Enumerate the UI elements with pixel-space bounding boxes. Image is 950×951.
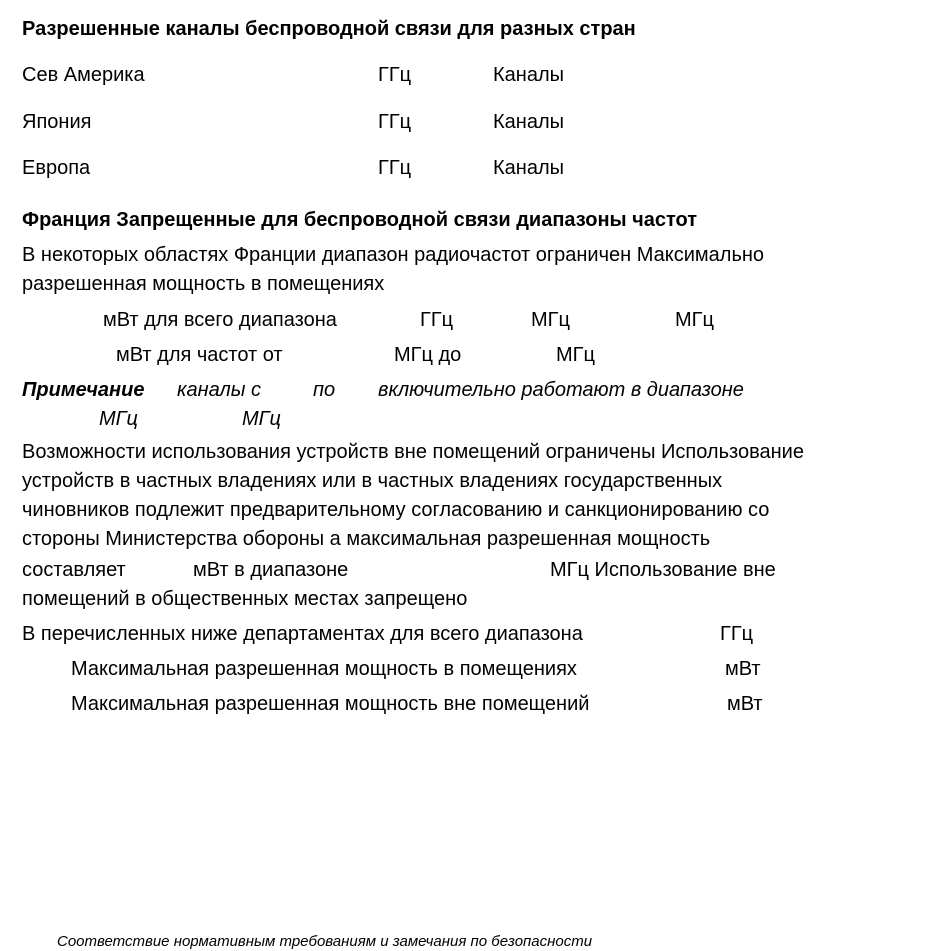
- outdoor-paragraph: [22, 438, 804, 554]
- power-row1-text: мВт для всего диапазона: [103, 309, 337, 331]
- outdoor-l5-b: мВт в диапазоне: [193, 559, 349, 581]
- paragraph-line: чиновников подлежит предварительному согласованию и санкционированию со: [22, 499, 770, 521]
- power-row1-ghz: ГГц: [420, 309, 454, 331]
- note-unit: МГц: [242, 408, 281, 430]
- note-unit: МГц: [99, 408, 138, 430]
- note-text: каналы с: [177, 379, 262, 401]
- outdoor-l6: помещений в общественных местах запрещено: [22, 588, 468, 610]
- power-row2-mhz-from: МГц до: [394, 344, 462, 366]
- outdoor-l5-a: составляет: [22, 559, 126, 581]
- france-heading: Франция Запрещенные для беспроводной связи диапазоны частот: [22, 209, 698, 231]
- region-name: Сев Америка: [22, 64, 145, 86]
- note-text: включительно работают в диапазоне: [378, 379, 744, 401]
- france-intro: [22, 241, 764, 299]
- power-row1-mhz-to: МГц: [675, 309, 714, 331]
- paragraph-line: Возможности использования устройств вне помещений ограничены Использование: [22, 441, 804, 463]
- region-name: Европа: [22, 157, 91, 179]
- region-channels: Каналы: [493, 157, 564, 179]
- departments-unit: ГГц: [720, 623, 754, 645]
- region-channels: Каналы: [493, 64, 564, 86]
- power-row1-mhz-from: МГц: [531, 309, 570, 331]
- max-outdoor-unit: мВт: [727, 693, 763, 715]
- region-channels: Каналы: [493, 111, 564, 133]
- departments-text: В перечисленных ниже департаментах для всего диапазона: [22, 623, 583, 645]
- paragraph-line: устройств в частных владениях или в частных владениях государственных: [22, 470, 723, 492]
- region-unit: ГГц: [378, 157, 412, 179]
- max-outdoor-text: Максимальная разрешенная мощность вне помещений: [71, 693, 590, 715]
- paragraph-line: разрешенная мощность в помещениях: [22, 273, 385, 295]
- note-text: по: [313, 379, 336, 401]
- region-unit: ГГц: [378, 64, 412, 86]
- region-name: Япония: [22, 111, 92, 133]
- paragraph-line: стороны Министерства обороны а максимальная разрешенная мощность: [22, 528, 711, 550]
- page-title: Разрешенные каналы беспроводной связи для разных стран: [22, 18, 636, 40]
- max-indoor-text: Максимальная разрешенная мощность в помещениях: [71, 658, 577, 680]
- region-unit: ГГц: [378, 111, 412, 133]
- outdoor-l5-c: МГц Использование вне: [550, 559, 776, 581]
- note-label: Примечание: [22, 379, 145, 401]
- max-indoor-unit: мВт: [725, 658, 761, 680]
- paragraph-line: В некоторых областях Франции диапазон радиочастот ограничен Максимально: [22, 244, 765, 266]
- page-footer: Соответствие нормативным требованиям и замечания по безопасности: [57, 933, 593, 950]
- power-row2-text: мВт для частот от: [116, 344, 283, 366]
- power-row2-mhz-to: МГц: [556, 344, 595, 366]
